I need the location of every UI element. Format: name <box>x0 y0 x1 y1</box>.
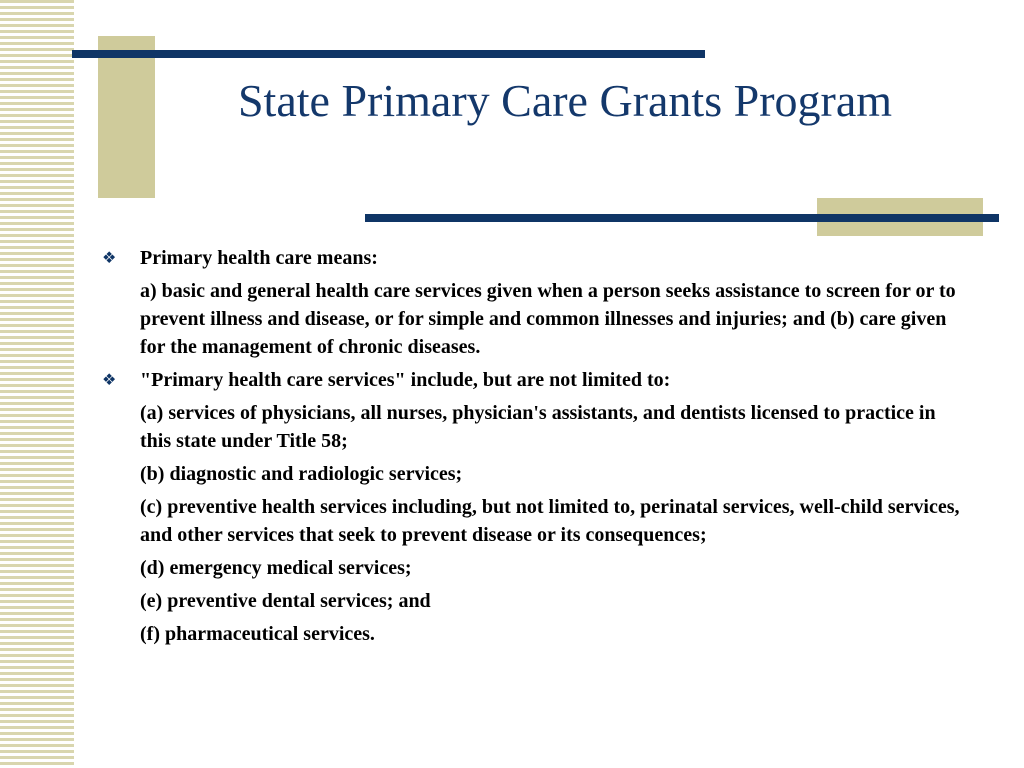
bullet-heading: "Primary health care services" include, but are not limited to: <box>140 369 671 391</box>
sub-item: (f) pharmaceutical services. <box>140 623 375 645</box>
bullet-item <box>100 366 970 394</box>
slide-content <box>100 244 970 653</box>
tan-accent-block-top <box>98 36 155 198</box>
navy-rule-top <box>72 50 705 58</box>
sub-item: a) basic and general health care services given when a person seeks assistance to screen for or to prevent illness and disease, or for simple and common illnesses and injuries; and (b) care given for the management of chronic diseases. <box>140 280 956 358</box>
diamond-fleuron-icon: ❖ <box>102 248 117 267</box>
sub-item: (d) emergency medical services; <box>140 557 412 579</box>
bullet-item <box>100 244 970 272</box>
diamond-fleuron-icon: ❖ <box>102 370 117 389</box>
navy-rule-bottom <box>365 214 999 222</box>
bullet-heading: Primary health care means: <box>140 247 378 269</box>
slide-title: State Primary Care Grants Program <box>237 75 893 126</box>
sub-item: (e) preventive dental services; and <box>140 590 431 612</box>
sub-item: (a) services of physicians, all nurses, physician's assistants, and dentists licensed to practice in this state under Title 58; <box>140 402 936 452</box>
striped-side-band <box>0 0 74 768</box>
sub-item: (c) preventive health services including, but not limited to, perinatal services, well-child services, and other services that seek to prevent disease or its consequences; <box>140 496 960 546</box>
sub-item: (b) diagnostic and radiologic services; <box>140 463 463 485</box>
